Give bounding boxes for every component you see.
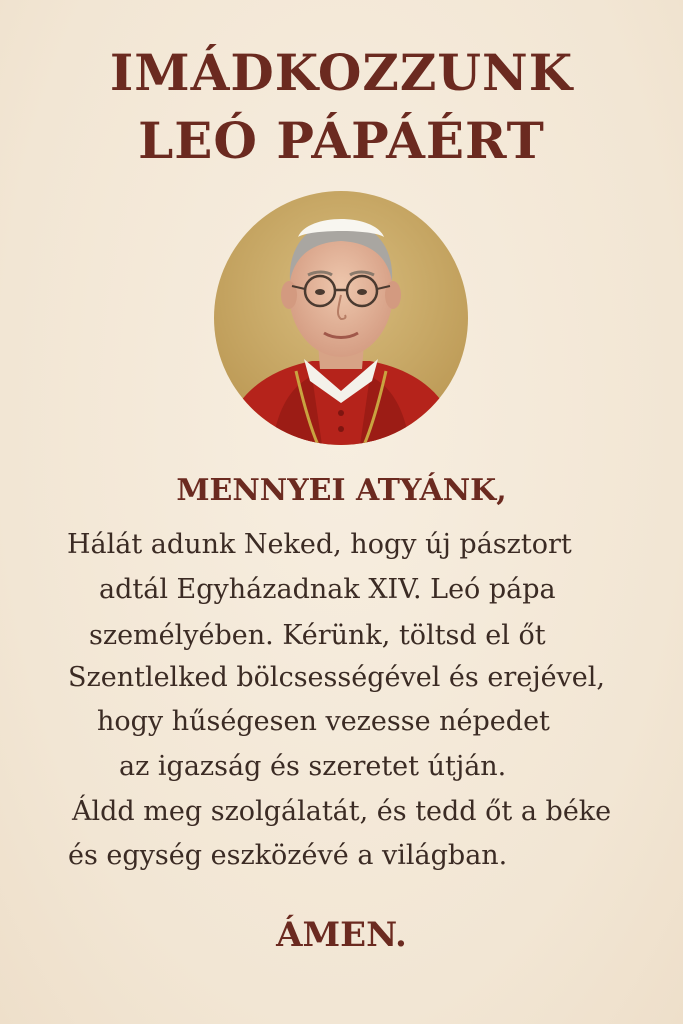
prayer-line: személyében. Kérünk, töltsd el őt	[89, 620, 546, 651]
prayer-closing: ÁMEN.	[276, 915, 407, 955]
prayer-heading: MENNYEI ATYÁNK,	[176, 473, 507, 508]
title-line-1: IMÁDKOZZUNK	[109, 43, 574, 102]
title-line-2: LEÓ PÁPÁÉRT	[138, 111, 545, 170]
prayer-line: adtál Egyházadnak XIV. Leó pápa	[99, 574, 556, 605]
prayer-line: Szentlelked bölcsességével és erejével,	[68, 662, 606, 693]
pope-portrait-icon	[212, 191, 470, 445]
prayer-line: az igazság és szeretet útján.	[119, 751, 507, 782]
prayer-line: Hálát adunk Neked, hogy új pásztort	[67, 529, 572, 560]
prayer-line: Áldd meg szolgálatát, és tedd őt a béke	[72, 796, 612, 827]
prayer-line: és egység eszközévé a világban.	[68, 840, 508, 871]
prayer-line: hogy hűségesen vezesse népedet	[97, 706, 550, 737]
